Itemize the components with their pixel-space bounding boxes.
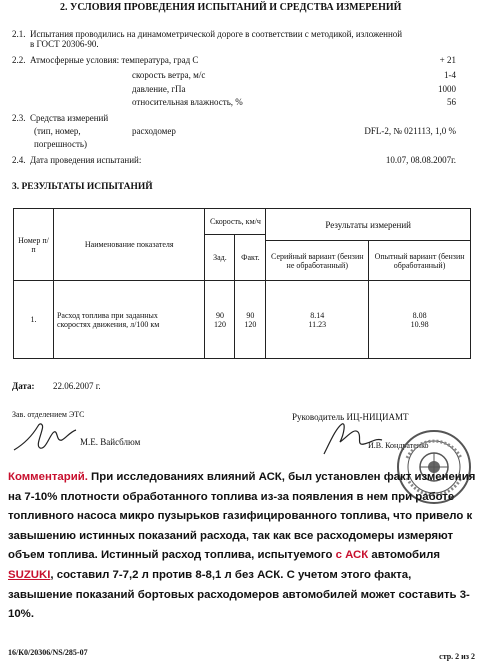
- comment-p6: . С учетом этого факта, завышение показаний бортовых расходомеров автомобилей может составить: [8, 568, 457, 601]
- humidity-value: 56: [447, 97, 456, 107]
- temp-value: + 21: [439, 55, 456, 65]
- serial-cell: [266, 281, 369, 359]
- comment-p5: против: [152, 568, 193, 581]
- row-name: [53, 281, 205, 359]
- meter-value: DFL-2, № 021113, 1,0 %: [364, 126, 456, 136]
- humidity-label: относительная влажность, %: [132, 97, 243, 107]
- results-table: [13, 208, 471, 359]
- pressure-value: 1000: [438, 84, 456, 94]
- left-position: Зав. отделением ЭТС: [12, 410, 85, 419]
- wind-label: скорость ветра, м/с: [132, 70, 206, 80]
- header-name: Наименование показателя: [53, 209, 205, 281]
- item23-label3: погрешность): [34, 139, 88, 149]
- wind-value: 1-4: [444, 70, 456, 80]
- comment-p4: , составил: [50, 568, 110, 581]
- footer-document-code: 16/К0/20306/NS/285-07: [8, 648, 88, 657]
- experimental-cell: [369, 281, 471, 359]
- right-name: И.В. Кондратенко: [368, 441, 429, 450]
- speed-actual-120: 120: [244, 319, 257, 329]
- item23-label1: Средства измерений: [30, 113, 109, 123]
- section3-title: 3. РЕЗУЛЬТАТЫ ИСПЫТАНИЙ: [12, 182, 153, 192]
- meter-label: расходомер: [132, 126, 176, 136]
- right-signature-icon: [318, 418, 388, 458]
- speed-actual-cell: [235, 281, 266, 359]
- row-name-line1: Расход топлива при заданных: [56, 310, 158, 320]
- item24-num: 2.4.: [12, 155, 26, 165]
- comment-ack: с АСК: [335, 549, 369, 562]
- comment-v1: 7-7,2 л: [112, 568, 149, 581]
- comment-p1: При исследованиях влияний АСК, был установлен факт изменения на: [8, 471, 476, 503]
- item23-label2: (тип, номер,: [34, 126, 81, 136]
- item21-line2: в ГОСТ 20306-90.: [30, 39, 99, 49]
- pressure-label: давление, гПа: [132, 84, 186, 94]
- right-position: Руководитель ИЦ-НИЦИАМТ: [292, 412, 409, 422]
- date-label: Дата:: [12, 381, 35, 391]
- item24-value: 10.07, 08.08.2007г.: [385, 155, 456, 165]
- speed-set-cell: [205, 281, 235, 359]
- comment-pct1: 7-10%: [24, 490, 58, 503]
- header-experimental: Опытный вариант (бензин обработанный): [369, 241, 471, 281]
- experimental-value-90: 8.08: [412, 310, 427, 320]
- speed-set-120: 120: [213, 319, 226, 329]
- comment-block: [8, 468, 478, 625]
- item21-line1: Испытания проводились на динамометрической дороге в соответствии с методикой, изложенной: [30, 29, 403, 39]
- header-serial: Серийный вариант (бензин не обработанный): [266, 241, 369, 281]
- serial-value-120: 11.23: [308, 319, 327, 329]
- left-name: М.Е. Вайсблюм: [80, 437, 141, 447]
- comment-p3: автомобиля: [371, 549, 440, 562]
- item22-num: 2.2.: [12, 55, 26, 65]
- comment-p2: плотности обработанного топлива из-за появления в нем при работе топливного насоса микро пузырьков газифицированного топлива, что привело к завышению истинных показаний расхода, так как все расходомеры измеряют объем топлива. Истинный расход топлива, испытуемого: [8, 490, 473, 562]
- comment-p7: .: [30, 608, 34, 621]
- date-value: 22.06.2007 г.: [53, 381, 101, 391]
- row-name-line2: скоростях движения, л/100 км: [56, 319, 160, 329]
- comment-brand: SUZUKI: [8, 568, 51, 581]
- comment-label: Комментарий.: [8, 471, 88, 483]
- header-speed-actual: Факт.: [235, 235, 266, 281]
- header-num: Номер п/п: [14, 209, 54, 281]
- header-speed-set: Зад.: [205, 235, 235, 281]
- comment-pct2: 3-10%: [8, 588, 470, 621]
- experimental-value-120: 10.98: [410, 319, 429, 329]
- row-num: 1.: [14, 281, 54, 359]
- item22-label: Атмосферные условия: температура, град С: [30, 55, 199, 65]
- item21-num: 2.1.: [12, 29, 26, 39]
- header-results: Результаты измерений: [266, 209, 471, 241]
- header-speed: Скорость, км/ч: [205, 209, 266, 235]
- item24-label: Дата проведения испытаний:: [30, 155, 142, 165]
- section2-title: 2. УСЛОВИЯ ПРОВЕДЕНИЯ ИСПЫТАНИЙ И СРЕДСТВА ИЗМЕРЕНИЙ: [60, 2, 402, 13]
- speed-set-90: 90: [215, 310, 224, 320]
- footer-page-number: стр. 2 из 2: [439, 652, 475, 661]
- serial-value-90: 8.14: [310, 310, 325, 320]
- left-signature-icon: [10, 418, 80, 456]
- speed-actual-90: 90: [246, 310, 255, 320]
- comment-v2: 8-8,1 л без АСК: [195, 568, 281, 581]
- item23-num: 2.3.: [12, 113, 26, 123]
